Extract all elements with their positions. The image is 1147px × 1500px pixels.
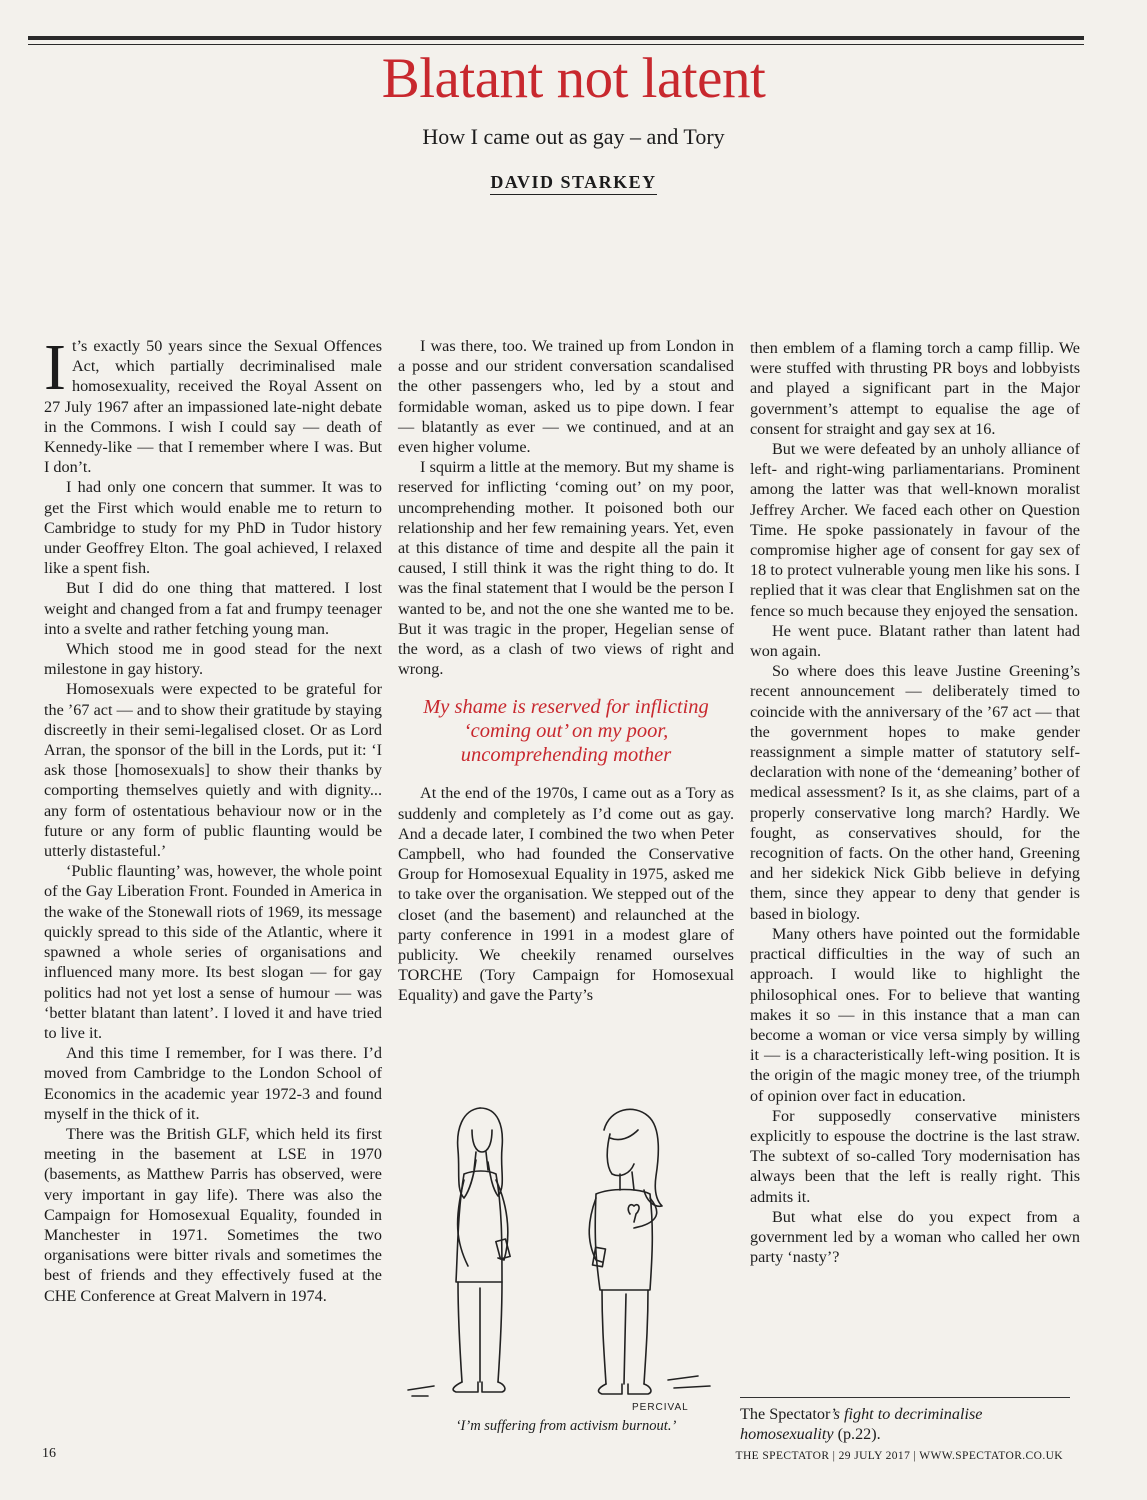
left-figure bbox=[453, 1108, 510, 1392]
standfirst: How I came out as gay – and Tory bbox=[422, 124, 725, 149]
paragraph: At the end of the 1970s, I came out as a Tory as suddenly and completely as I’d come out as gay. And a decade later, I combined the two when Peter Campbell, who had founded the Conservative Group for Homosexual Equality in 1975, asked me to take over the organisation. We stepped out of the closet (and the basement) and relaunched at the party conference in 1991 in a modest glare of publicity. We cheekily renamed ourselves TORCHE (Tory Campaign for Homosexual Equality) and gave the Party’s bbox=[398, 784, 734, 1005]
paragraph: then emblem of a flaming torch a camp fillip. We were stuffed with thrusting PR boys and lobbyists and played a significant part in the Major government’s attempt to equalise the age of consent for straight and gay sex at 16. bbox=[750, 339, 1080, 438]
top-rule-thin bbox=[28, 44, 1084, 45]
page-number: 16 bbox=[42, 1446, 56, 1461]
paragraph: He went puce. Blatant rather than latent had won again. bbox=[750, 621, 1080, 661]
sidebar-text: ’s fight to decriminalise homosexuality bbox=[740, 1405, 983, 1443]
paragraph: But what else do you expect from a government led by a woman who called her own party ‘nasty’? bbox=[750, 1207, 1080, 1267]
pull-quote: My shame is reserved for inflicting ‘coming out’ on my poor, uncomprehending mother bbox=[423, 696, 709, 767]
paragraph: For supposedly conservative ministers explicitly to espouse the doctrine is the last straw. The subtext of so-called Tory modernisation has always been that the left is really right. This admits it. bbox=[750, 1106, 1080, 1206]
paragraph: There was the British GLF, which held its first meeting in the basement at LSE in 1970 (basements, as Matthew Parris has observed, were very important in gay life). There was also the Campaign for Homosexual Equality, founded in Manchester in 1971. Sometimes the two organisations were bitter rivals and sometimes the best of friends and they effectively fused at the CHE Conference at Great Malvern in 1974. bbox=[44, 1124, 382, 1305]
column-3 bbox=[750, 338, 1080, 1267]
top-rule bbox=[28, 36, 1084, 40]
paragraph: So where does this leave Justine Greening’s recent announcement — deliberately timed to coincide with the anniversary of the ’67 act — that the government hopes to make gender reassignment a simple matter of statutory self-declaration with none of the ‘demeaning’ bother of medical assessment? Is it, as she claims, part of a properly conservative long march? Hardly. We fought, as conservatives should, for the recognition of facts. On the other hand, Greening and her sidekick Nick Gibb believe in defying them, since they appear to deny that gender is based in biology. bbox=[750, 662, 1080, 923]
cartoon-illustration bbox=[398, 1090, 734, 1420]
byline-name: DAVID STARKEY bbox=[490, 172, 656, 195]
paragraph: Many others have pointed out the formidable practical difficulties in the way of such an approach. I would like to highlight the philosophical ones. For to believe that wanting makes it so — in this instance that a man can become a woman or vice versa simply by willing it — is a characteristically left-wing position. It is the origin of the magic money tree, of the triumph of opinion over fact in education. bbox=[750, 924, 1080, 1105]
sidebar-reference bbox=[740, 1404, 1070, 1444]
paragraph: But I did do one thing that mattered. I lost weight and changed from a fat and frumpy teenager into a svelte and rather fetching young man. bbox=[44, 579, 382, 638]
byline bbox=[0, 172, 1147, 193]
right-figure bbox=[589, 1109, 662, 1394]
paragraph: Which stood me in good stead for the next milestone in gay history. bbox=[44, 640, 382, 679]
paragraph: And this time I remember, for I was there. I’d moved from Cambridge to the London School of Economics in the academic year 1972-3 and found myself in the thick of it. bbox=[44, 1044, 382, 1123]
column-1 bbox=[44, 331, 382, 1306]
sidebar-page-ref: (p.22). bbox=[833, 1425, 881, 1443]
paragraph: But we were defeated by an unholy alliance of left- and right-wing parliamentarians. Prominent among the latter was that well-known moralist Jeffrey Archer. We faced each other on Question Time. He spoke passionately in favour of the compromise higher age of consent for gay sex of 18 to protect vulnerable young men like his sons. I replied that it was clear that Englishmen sat on the fence so much because they enjoyed the sensation. bbox=[750, 440, 1080, 620]
paragraph: I was there, too. We trained up from London in a posse and our strident conversation scandalised the other passengers who, led by a stout and formidable woman, asked us to pipe down. I fear — blatantly as ever — we continued, and at an even higher volume. bbox=[398, 337, 734, 457]
cartoon-caption: ‘I’m suffering from activism burnout.’ bbox=[455, 1418, 677, 1434]
drop-cap: I bbox=[44, 331, 66, 404]
sidebar-rule bbox=[740, 1397, 1070, 1398]
page-footer: THE SPECTATOR | 29 JULY 2017 | WWW.SPECTATOR.CO.UK bbox=[735, 1450, 1063, 1462]
paragraph: ‘Public flaunting’ was, however, the whole point of the Gay Liberation Front. Founded in America in the wake of the Stonewall riots of 1969, its message quickly spread to this side of the Atlantic, where it spawned a whole series of organisations and influenced many more. Its best slogan — for gay politics had not yet lost a sense of humour — was ‘better blatant than latent’. I loved it and have tried to live it. bbox=[44, 862, 382, 1042]
paragraph: I squirm a little at the memory. But my shame is reserved for inflicting ‘coming out’ on my poor, uncomprehending mother. It poisoned both our relationship and her few remaining years. Yet, even at this distance of time and despite all the pain it caused, I still think it was the right thing to do. It was the final statement that I would be the person I wanted to be, and not the one she wanted me to be. But it was tragic in the proper, Hegelian sense of the word, as a clash of two views of right and wrong. bbox=[398, 458, 734, 679]
paragraph: I had only one concern that summer. It was to get the First which would enable me to return to Cambridge to study for my PhD in Tudor history under Geoffrey Elton. The goal achieved, I relaxed like a spent fish. bbox=[44, 478, 382, 578]
paragraph: It’s exactly 50 years since the Sexual Offences Act, which partially decriminalised male homosexuality, received the Royal Assent on 27 July 1967 after an impassioned late-night debate in the Commons. I wish I could say — death of Kennedy-like — that I remember where I was. But I don’t. bbox=[44, 331, 382, 477]
cartoon-signature: PERCIVAL bbox=[632, 1402, 689, 1413]
paragraph: Homosexuals were expected to be grateful for the ’67 act — and to show their gratitude by staying discreetly in their semi-legalised closet. Or as Lord Arran, the sponsor of the bill in the Lords, put it: ‘I ask those [homosexuals] to show their thanks by comporting themselves quietly and with dignity... any form of ostentatious behaviour now or in the future or any form of public flaunting would be utterly distasteful.’ bbox=[44, 680, 382, 861]
sidebar-publication: The Spectator bbox=[740, 1405, 831, 1423]
headline: Blatant not latent bbox=[381, 47, 766, 110]
column-2 bbox=[398, 336, 734, 1006]
